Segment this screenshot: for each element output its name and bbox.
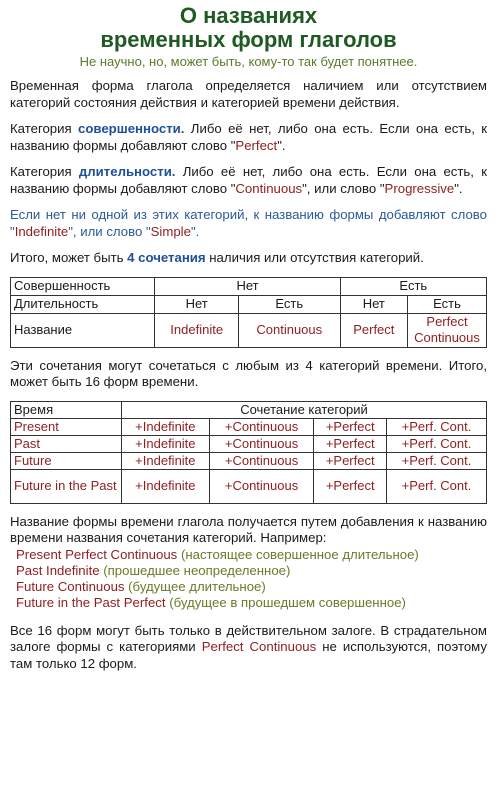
table-cell: +Perf. Cont. [387, 418, 487, 435]
list-item [16, 547, 487, 563]
table-cell: +Continuous [209, 469, 314, 503]
table-cell: +Indefinite [122, 469, 210, 503]
table-cell: +Indefinite [122, 435, 210, 452]
list-item [16, 579, 487, 595]
table-cell: +Perf. Cont. [387, 435, 487, 452]
table-cell: +Indefinite [122, 452, 210, 469]
table-cell: Длительность [11, 295, 155, 313]
table-cell: Present [11, 418, 122, 435]
text: ". [454, 180, 463, 196]
paragraph-sixteen: Эти сочетания могут сочетаться с любым из 4 категорий времени. Итого, может быть 16 форм времени. [10, 357, 487, 389]
table-cell: Perfect [340, 313, 407, 347]
title-line-1: О названиях [179, 3, 318, 28]
table-cell: Continuous [238, 313, 340, 347]
table-row [11, 418, 487, 435]
example-translation: (будущее длительное) [124, 578, 266, 594]
term-perfect: Perfect [235, 137, 278, 153]
paragraph-intro: Временная форма глагола определяется наличием или отсутствием категорий состояния действия и категорией времени действия. [10, 78, 487, 110]
text: ", или слово " [68, 223, 151, 239]
paragraph-indefinite [10, 207, 487, 240]
table-row [11, 277, 487, 295]
example-term: Past Indefinite [16, 562, 100, 578]
text: Если нет ни одной из этих категорий, к названию формы добавляют слово " [10, 207, 487, 239]
table-cell: Future [11, 452, 122, 469]
page-subtitle: Не научно, но, может быть, кому-то так будет понятнее. [79, 54, 418, 69]
tenses-table [10, 401, 487, 504]
title-line-2: временных форм глаголов [100, 27, 397, 52]
table-cell: +Perfect [314, 418, 387, 435]
paragraph-continuous [10, 164, 487, 197]
table-row [11, 313, 487, 347]
table-cell: Есть [408, 295, 487, 313]
term-simple: Simple [150, 223, 191, 239]
paragraph-naming: Название формы времени глагола получается путем добавления к названию времени названия сочетания категорий. Например: [10, 513, 487, 545]
text: наличия или отсутствия категорий. [205, 250, 424, 265]
table-cell: +Continuous [209, 418, 314, 435]
term-duration: длительности. [78, 164, 176, 179]
example-translation: (настоящее совершенное длительное) [177, 546, 419, 562]
term-progressive: Progressive [384, 180, 455, 196]
text: Итого, может быть [10, 250, 128, 265]
text: ". [190, 223, 200, 239]
table-cell: +Continuous [209, 435, 314, 452]
text: ". [277, 137, 286, 153]
text: ", или слово " [302, 180, 385, 196]
table-cell: Нет [155, 295, 239, 313]
paragraph-perfect [10, 121, 487, 154]
term-perfect-continuous: Perfect Continuous [201, 639, 317, 654]
term-continuous: Continuous [235, 180, 303, 196]
table-cell: +Continuous [209, 452, 314, 469]
term-indefinite: Indefinite [14, 223, 69, 239]
example-term: Future Continuous [16, 578, 125, 594]
table-cell: Название [11, 313, 155, 347]
example-translation: (прошедшее неопределенное) [99, 562, 291, 578]
table-cell: +Perf. Cont. [387, 452, 487, 469]
table-cell: Есть [340, 277, 486, 295]
table-row [11, 401, 487, 418]
examples-list [16, 547, 487, 611]
table-cell: +Perfect [314, 435, 387, 452]
table-cell: +Perfect [314, 452, 387, 469]
table-cell: Нет [155, 277, 340, 295]
text: Либо её нет, либо она есть. Если она есть, к названию формы добавляют слово " [10, 121, 487, 153]
example-term: Future in the Past Perfect [16, 594, 166, 610]
table-row [11, 452, 487, 469]
table-row [11, 469, 487, 503]
table-cell: Нет [340, 295, 407, 313]
combinations-table [10, 277, 487, 348]
table-row [11, 295, 487, 313]
paragraph-passive [10, 623, 487, 673]
table-cell: Future in the Past [11, 469, 122, 503]
table-row [11, 435, 487, 452]
table-cell: +Perf. Cont. [387, 469, 487, 503]
list-item [16, 595, 487, 611]
table-cell: Perfect Continuous [408, 313, 487, 347]
text: Все 16 форм могут быть только в действительном залоге. В страдательном залоге формы с категориями [10, 622, 487, 654]
page-title [10, 4, 487, 52]
term-four-combinations: 4 сочетания [127, 250, 206, 265]
term-perfectness: совершенности. [78, 121, 185, 136]
table-cell: Сочетание категорий [122, 401, 487, 418]
text: не используются, поэтому там только 12 форм. [10, 639, 487, 671]
table-cell: Совершенность [11, 277, 155, 295]
page [0, 4, 497, 804]
example-term: Present Perfect Continuous [16, 546, 178, 562]
table-cell: Indefinite [155, 313, 239, 347]
table-cell: Есть [238, 295, 340, 313]
table-cell: Past [11, 435, 122, 452]
text: Категория [10, 121, 79, 136]
table-cell: +Indefinite [122, 418, 210, 435]
example-translation: (будущее в прошедшем совершенное) [165, 594, 406, 610]
table-cell: +Perfect [314, 469, 387, 503]
text: Категория [10, 164, 79, 179]
paragraph-combinations [10, 250, 487, 267]
list-item [16, 563, 487, 579]
table-cell: Время [11, 401, 122, 418]
text: Либо её нет, либо она есть. Если она есть, к названию формы добавляют слово " [10, 164, 487, 196]
